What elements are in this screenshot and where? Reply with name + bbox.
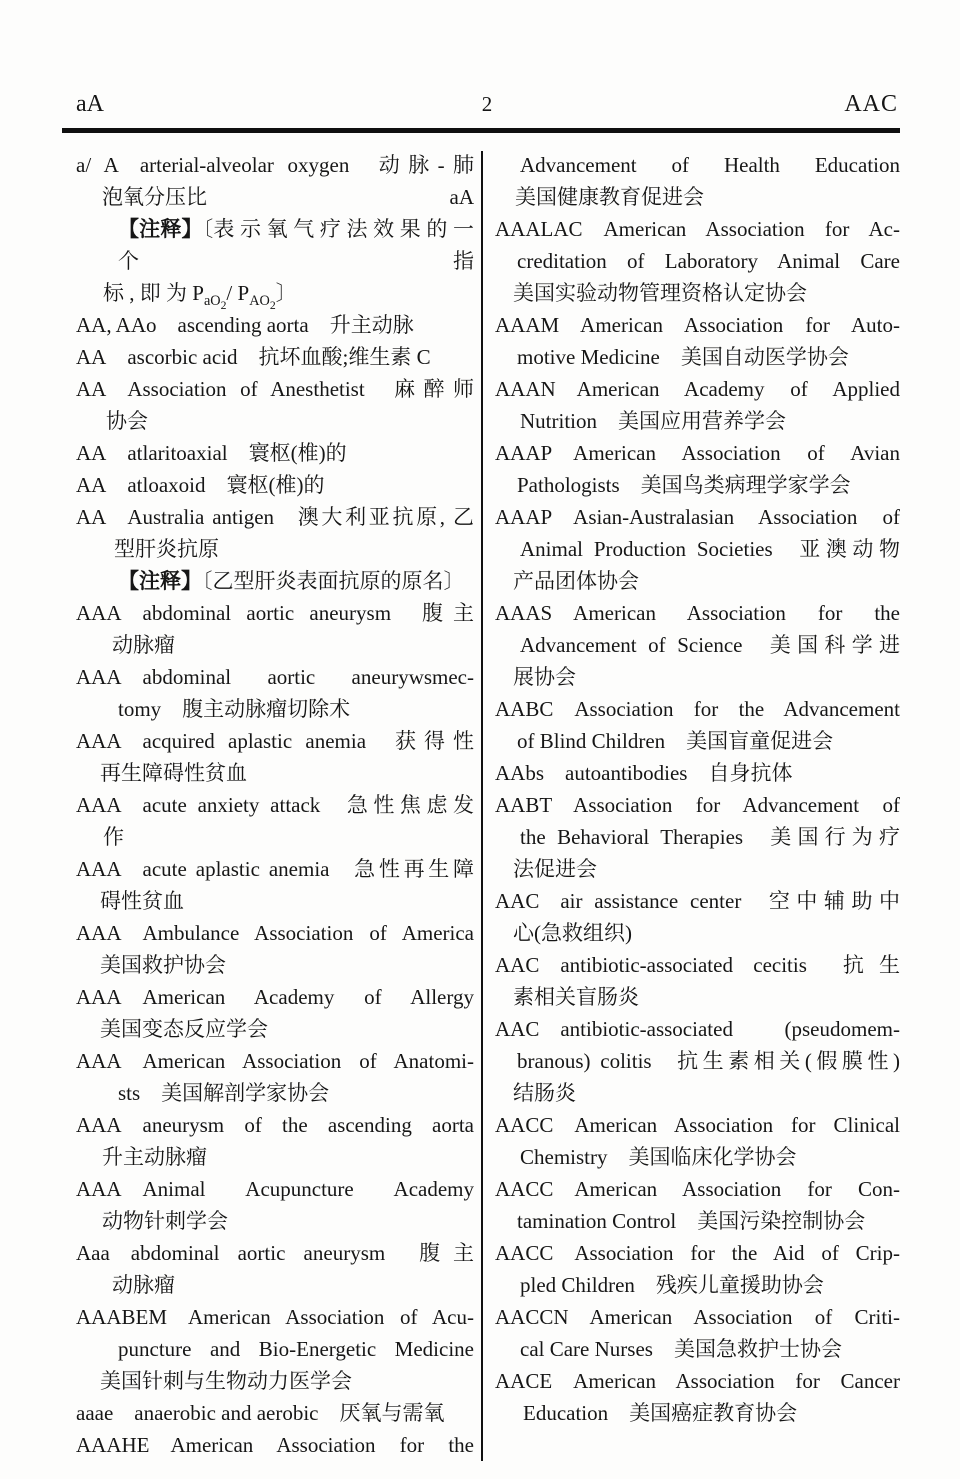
formula-psub: $P_{aO_2}$ [192, 281, 227, 313]
entry-line: pled Children 残疾儿童援助协会 [520, 1273, 824, 1297]
entry-line: a/ A arterial-alveolar oxygen 动脉-肺 [76, 153, 474, 177]
header-page-number: 2 [481, 92, 493, 116]
entry-line: AAbs autoantibodies 自身抗体 [495, 761, 793, 785]
note-label: 【注释】 [118, 217, 203, 241]
entry-line: AA atloaxoid 寰枢(椎)的 [76, 473, 325, 497]
entry-line: AAA abdominal aortic aneurysm 腹主 [76, 601, 474, 625]
formula-psub: $P_{AO_2}$ [237, 281, 276, 313]
dictionary-entry [495, 213, 900, 309]
dictionary-entry [76, 309, 474, 341]
entry-line: 动脉瘤 [112, 1273, 175, 1297]
dictionary-entry [495, 597, 900, 693]
dictionary-entry [495, 949, 900, 1013]
entry-line: Animal Production Societies 亚澳动物 [520, 537, 900, 561]
dictionary-entry [495, 789, 900, 885]
entry-line: Nutrition 美国应用营养学会 [520, 409, 786, 433]
header-left-guide-word: aA [76, 91, 104, 117]
entry-line: AAC antibiotic-associated cecitis 抗生 [495, 953, 900, 977]
entry-line: 作 [103, 825, 124, 849]
dictionary-entry [495, 693, 900, 757]
dictionary-entry [76, 789, 474, 853]
dictionary-entry [76, 469, 474, 501]
entry-line: Chemistry 美国临床化学协会 [520, 1145, 797, 1169]
dictionary-entry [76, 917, 474, 981]
entry-line: AAA acquired aplastic anemia 获得性 [76, 729, 474, 753]
entry-line: of Blind Children 美国盲童促进会 [517, 729, 834, 753]
dictionary-entry [495, 309, 900, 373]
entry-line: creditation of Laboratory Animal Care [517, 249, 900, 273]
entry-line: AACCN American Association of Criti- [495, 1305, 900, 1329]
dictionary-entry [495, 373, 900, 437]
column-divider-rule [481, 151, 483, 1461]
entry-line: 结肠炎 [513, 1081, 576, 1105]
entry-line: AAABEM American Association of Acu- [76, 1305, 474, 1329]
entry-line: 美国健康教育促进会 [515, 185, 704, 209]
entry-line: AAAN American Academy of Applied [495, 377, 900, 401]
dictionary-entry [76, 1045, 474, 1109]
text-run: 〕 [275, 281, 297, 305]
entry-line: AA Association of Anesthetist 麻醉师 [76, 377, 474, 401]
entry-line: AAAP Asian-Australasian Association of [495, 505, 900, 529]
entry-line: 法促进会 [513, 857, 597, 881]
entry-line: AACC American Association for Clinical [495, 1113, 900, 1137]
note-line [76, 213, 474, 277]
entry-line: AAAM American Association for Auto- [495, 313, 900, 337]
section-guide-word: aA [449, 185, 474, 209]
entry-line: tamination Control 美国污染控制协会 [517, 1209, 866, 1233]
text-run: 标 , 即 为 [103, 281, 193, 305]
entry-line: AAA American Association of Anatomi- [76, 1049, 474, 1073]
page-header [76, 0, 898, 118]
entry-line: AACC Association for the Aid of Crip- [495, 1241, 900, 1265]
note-label: 【注释】 [118, 569, 202, 593]
continuation-paragraph [495, 149, 900, 213]
dictionary-entry [76, 853, 474, 917]
dictionary-entry [495, 885, 900, 949]
note-line [76, 277, 474, 313]
header-right-guide-word: AAC [844, 91, 898, 117]
text-run: / [226, 281, 238, 305]
entry-line: cal Care Nurses 美国急救护士协会 [520, 1337, 842, 1361]
entry-line: Advancement of Science 美国科学进 [520, 633, 900, 657]
dictionary-entry [76, 1173, 474, 1237]
entry-line: AAALAC American Association for Ac- [495, 217, 900, 241]
entry-line: tomy 腹主动脉瘤切除术 [118, 697, 351, 721]
entry-line: 动脉瘤 [112, 633, 175, 657]
entry-line: sts 美国解剖学家协会 [118, 1081, 330, 1105]
dictionary-entry [76, 501, 474, 565]
entry-line: branous) colitis 抗生素相关(假膜性) [517, 1049, 900, 1073]
header-rule [62, 128, 900, 133]
column-left [76, 149, 474, 1461]
dictionary-entry [76, 341, 474, 373]
entry-line: 素相关盲肠炎 [513, 985, 639, 1009]
entry-line: AAA aneurysm of the ascending aorta [76, 1113, 474, 1137]
dictionary-entry [76, 661, 474, 725]
entry-line: AABC Association for the Advancement [495, 697, 900, 721]
dictionary-entry [495, 501, 900, 597]
entry-line: Education 美国癌症教育协会 [523, 1401, 798, 1425]
dictionary-entry [76, 373, 474, 437]
entry-line: motive Medicine 美国自动医学协会 [517, 345, 849, 369]
entry-line: AACC American Association for Con- [495, 1177, 900, 1201]
entry-line: 美国实验动物管理资格认定协会 [513, 281, 807, 305]
dictionary-entry [76, 149, 474, 213]
dictionary-entry [495, 1237, 900, 1301]
entry-line: Aaa abdominal aortic aneurysm 腹主 [76, 1241, 474, 1265]
dictionary-entry [495, 757, 900, 789]
dictionary-entry [76, 437, 474, 469]
entry-line: AABT Association for Advancement of [495, 793, 900, 817]
entry-line: AA ascorbic acid 抗坏血酸;维生素 C [76, 345, 431, 369]
entry-line: puncture and Bio-Energetic Medicine [118, 1337, 474, 1361]
entry-line: AACE American Association for Cancer [495, 1369, 900, 1393]
entry-line: the Behavioral Therapies 美国行为疗 [520, 825, 900, 849]
text-run: 〔乙型肝炎表面抗原的原名〕 [202, 569, 465, 593]
note-paragraph [76, 565, 474, 597]
note-line [76, 565, 474, 597]
dictionary-entry [495, 1365, 900, 1429]
entry-line: AAAP American Association of Avian [495, 441, 900, 465]
entry-line: Advancement of Health Education [520, 153, 900, 177]
entry-line: AAA abdominal aortic aneurywsmec- [76, 665, 474, 689]
text-run: 〔表 示 氧 气 疗 法 效 果 的 一 个 指 [118, 217, 475, 273]
dictionary-entry [76, 1301, 474, 1397]
entry-line: AAA Animal Acupuncture Academy [76, 1177, 474, 1201]
entry-line: 展协会 [513, 665, 576, 689]
entry-line: aaae anaerobic and aerobic 厌氧与需氧 [76, 1401, 445, 1425]
entry-line: AA Australia antigen 澳大利亚抗原, 乙 [76, 505, 474, 529]
dictionary-entry [495, 1173, 900, 1237]
dictionary-entry [76, 1237, 474, 1301]
entry-line: AAA American Academy of Allergy [76, 985, 474, 1009]
dictionary-entry [76, 1109, 474, 1173]
entry-line: 动物针刺学会 [102, 1209, 228, 1233]
dictionary-entry [76, 597, 474, 661]
dictionary-entry [76, 1429, 474, 1461]
entry-line: 美国针刺与生物动力医学会 [100, 1369, 352, 1393]
entry-line: 美国变态反应学会 [100, 1017, 268, 1041]
entry-line: 协会 [106, 409, 148, 433]
note-paragraph [76, 213, 475, 313]
entry-line: Pathologists 美国鸟类病理学家学会 [517, 473, 851, 497]
dictionary-entry [76, 1397, 474, 1429]
entry-line: 产品团体协会 [513, 569, 639, 593]
dictionary-entry [495, 1301, 900, 1365]
entry-line: 泡氧分压比 aA [76, 181, 474, 213]
dictionary-entry [495, 1109, 900, 1173]
entry-line: 再生障碍性贫血 [100, 761, 247, 785]
dictionary-columns [76, 149, 900, 1461]
entry-line: AAA acute aplastic anemia 急性再生障 [76, 857, 474, 881]
dictionary-entry [76, 725, 474, 789]
entry-line: AA, AAo ascending aorta 升主动脉 [76, 313, 414, 337]
entry-line: 碍性贫血 [100, 889, 184, 913]
entry-line: AAAS American Association for the [495, 601, 900, 625]
entry-line: AAC antibiotic-associated (pseudomem- [495, 1017, 900, 1041]
entry-line: AA atlaritoaxial 寰枢(椎)的 [76, 441, 347, 465]
dictionary-entry [495, 1013, 900, 1109]
entry-line: 美国救护协会 [100, 953, 226, 977]
dictionary-entry [76, 981, 474, 1045]
entry-line: 心(急救组织) [513, 921, 632, 945]
entry-line: 型肝炎抗原 [114, 537, 219, 561]
dictionary-entry [495, 437, 900, 501]
entry-line: AAA Ambulance Association of America [76, 921, 474, 945]
column-right [495, 149, 900, 1461]
entry-line: AAA acute anxiety attack 急性焦虑发 [76, 793, 474, 817]
entry-line: 升主动脉瘤 [102, 1145, 207, 1169]
entry-line: AAC air assistance center 空中辅助中 [495, 889, 900, 913]
entry-line: AAAHE American Association for the [76, 1433, 474, 1457]
